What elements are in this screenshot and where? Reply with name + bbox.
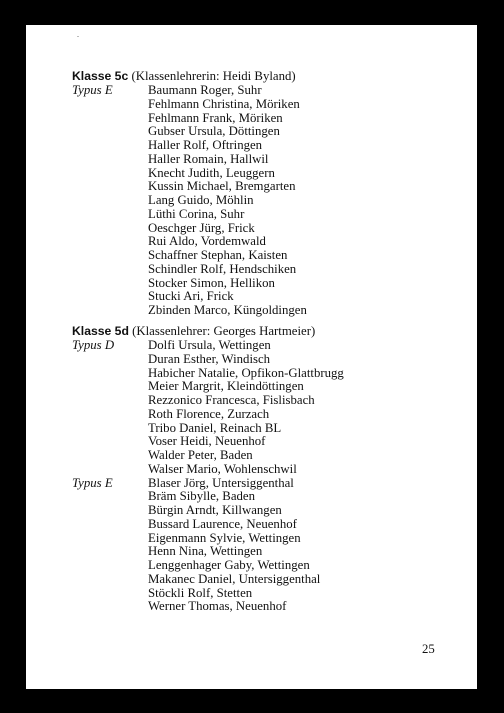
student-entry: Walder Peter, Baden (148, 448, 253, 462)
student-entry: Fehlmann Christina, Möriken (148, 96, 300, 111)
list-item (72, 84, 307, 98)
list-item (72, 235, 307, 249)
list-item (72, 573, 344, 587)
list-item (72, 449, 344, 463)
list-item (72, 222, 307, 236)
list-item (72, 167, 307, 181)
list-item (72, 153, 307, 167)
class-teacher: (Klassenlehrer: Georges Hartmeier) (132, 324, 316, 338)
student-entry: Dolfi Ursula, Wettingen (148, 338, 271, 352)
student-entry: Stöckli Rolf, Stetten (148, 585, 253, 600)
student-entry: Zbinden Marco, Küngoldingen (148, 303, 307, 317)
student-entry: Kussin Michael, Bremgarten (148, 179, 296, 194)
student-entry: Bürgin Arndt, Killwangen (148, 503, 282, 517)
student-entry: Makanec Daniel, Untersiggenthal (148, 571, 321, 586)
class-heading (72, 324, 344, 339)
class-teacher: (Klassenlehrerin: Heidi Byland) (131, 69, 296, 83)
student-entry: Rezzonico Francesca, Fislisbach (148, 393, 315, 407)
list-item (72, 435, 344, 449)
student-entry: Schaffner Stephan, Kaisten (148, 248, 288, 262)
list-item (72, 532, 344, 546)
list-item (72, 339, 344, 353)
student-entry: Knecht Judith, Leuggern (148, 165, 275, 180)
student-entry: Lang Guido, Möhlin (148, 193, 254, 207)
list-item (72, 490, 344, 504)
student-entry: Baumann Roger, Suhr (148, 83, 262, 97)
list-item (72, 249, 307, 263)
student-entry: Bräm Sibylle, Baden (148, 489, 255, 504)
class-section-5d (72, 324, 344, 614)
typus-label: Typus E (72, 83, 113, 97)
list-item (72, 194, 307, 208)
student-entry: Blaser Jörg, Untersiggenthal (148, 475, 294, 490)
typus-label: Typus E (72, 475, 113, 490)
student-entry: Stucki Ari, Frick (148, 289, 234, 304)
student-entry: Eigenmann Sylvie, Wettingen (148, 530, 301, 545)
student-entry: Bussard Laurence, Neuenhof (148, 516, 297, 531)
typus-label: Typus D (72, 338, 115, 352)
list-item (72, 422, 344, 436)
list-item (72, 112, 307, 126)
student-entry: Oeschger Jürg, Frick (148, 220, 255, 235)
list-item (72, 600, 344, 614)
list-item (72, 304, 307, 318)
list-item (72, 477, 344, 491)
class-heading (72, 69, 307, 84)
list-item (72, 353, 344, 367)
student-entry: Stocker Simon, Hellikon (148, 275, 275, 290)
class-label: Klasse 5c (72, 69, 129, 83)
student-entry: Haller Rolf, Oftringen (148, 138, 263, 152)
student-entry: Rui Aldo, Vordemwald (148, 234, 266, 249)
student-entry: Habicher Natalie, Opfikon-Glattbrugg (148, 365, 344, 380)
list-item (72, 139, 307, 153)
list-item (72, 380, 344, 394)
class-section-5c (72, 69, 307, 318)
student-entry: Meier Margrit, Kleindöttingen (148, 379, 304, 394)
student-entry: Voser Heidi, Neuenhof (148, 434, 266, 449)
student-entry: Lenggenhager Gaby, Wettingen (148, 558, 310, 572)
list-item (72, 98, 307, 112)
list-item (72, 587, 344, 601)
student-group (72, 477, 344, 615)
list-item (72, 504, 344, 518)
document-page (26, 25, 477, 689)
list-item (72, 277, 307, 291)
student-entry: Roth Florence, Zurzach (148, 406, 270, 421)
student-entry: Fehlmann Frank, Möriken (148, 110, 283, 125)
student-group (72, 84, 307, 318)
student-entry: Henn Nina, Wettingen (148, 544, 263, 559)
list-item (72, 518, 344, 532)
list-item (72, 559, 344, 573)
student-entry: Werner Thomas, Neuenhof (148, 599, 287, 614)
student-entry: Gubser Ursula, Döttingen (148, 124, 280, 139)
list-item (72, 125, 307, 139)
student-entry: Lüthi Corina, Suhr (148, 206, 245, 221)
list-item (72, 394, 344, 408)
list-item (72, 545, 344, 559)
list-item (72, 463, 344, 477)
list-item (72, 208, 307, 222)
list-item (72, 408, 344, 422)
student-entry: Haller Romain, Hallwil (148, 151, 269, 166)
class-label: Klasse 5d (72, 324, 129, 338)
list-item (72, 180, 307, 194)
student-entry: Tribo Daniel, Reinach BL (148, 420, 282, 435)
scan-speck (77, 36, 79, 37)
page-number: 25 (422, 642, 435, 656)
student-entry: Duran Esther, Windisch (148, 351, 271, 366)
student-group (72, 339, 344, 477)
list-item (72, 290, 307, 304)
list-item (72, 367, 344, 381)
student-entry: Schindler Rolf, Hendschiken (148, 261, 297, 276)
list-item (72, 263, 307, 277)
student-entry: Walser Mario, Wohlenschwil (148, 461, 297, 476)
